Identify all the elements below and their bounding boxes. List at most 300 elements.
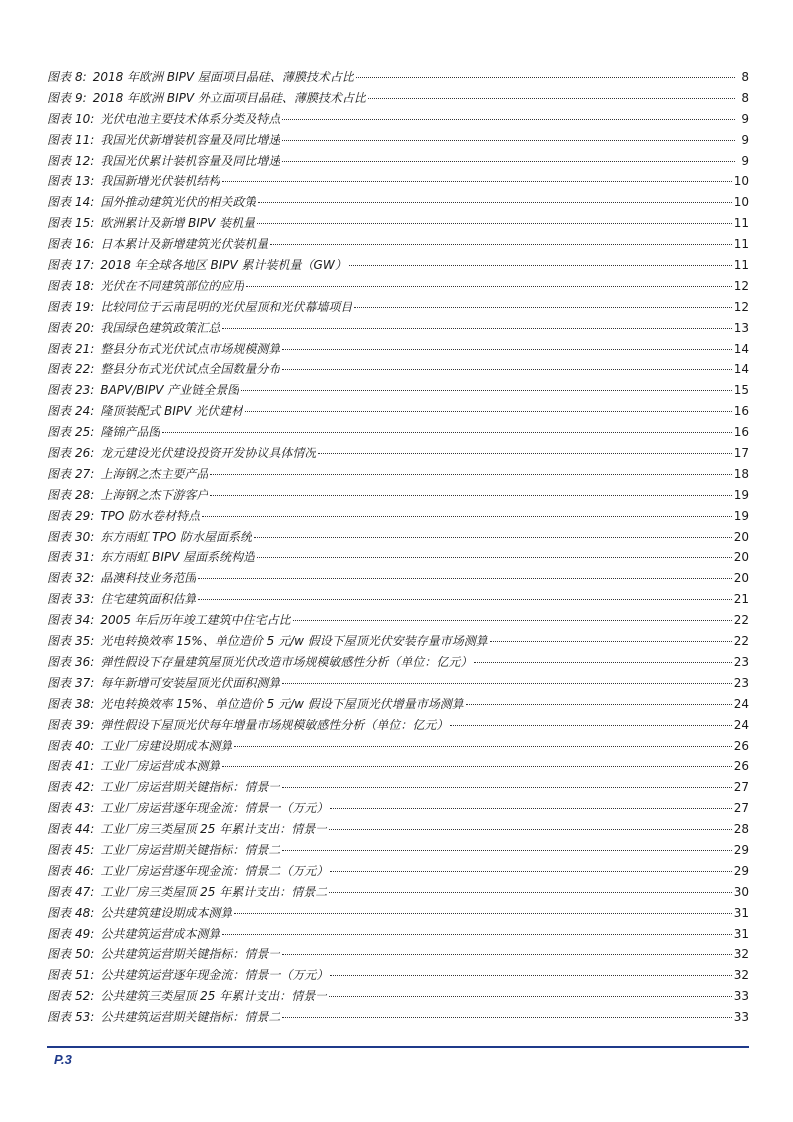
- toc-entry-label: 图表: [47, 111, 72, 126]
- toc-entry-label: 图表: [47, 1010, 72, 1025]
- toc-entry[interactable]: [47, 611, 749, 632]
- toc-entry-number: 45:: [75, 842, 95, 857]
- toc-entry-label: 图表: [47, 446, 72, 461]
- toc-entry-page: 19: [733, 508, 749, 523]
- toc-entry-label: 图表: [47, 884, 72, 899]
- toc-leader-dots: [258, 202, 731, 203]
- toc-entry-number: 14:: [75, 195, 95, 210]
- toc-entry[interactable]: [47, 716, 749, 737]
- toc-entry-label: 图表: [47, 801, 72, 816]
- toc-entry-label: 图表: [47, 947, 72, 962]
- toc-entry-number: 33:: [75, 592, 95, 607]
- toc-entry-label: 图表: [47, 216, 72, 231]
- toc-entry-page: 12: [733, 299, 749, 314]
- toc-entry-page: 11: [733, 258, 749, 273]
- toc-entry-text: 光电转换效率 15%、单位造价 5 元/w 假设下屋顶光伏安装存量市场测算: [100, 634, 488, 649]
- toc-leader-dots: [282, 954, 731, 955]
- toc-entry[interactable]: [47, 381, 749, 402]
- toc-entry-text: 2018 年欧洲 BIPV 外立面项目晶硅、薄膜技术占比: [92, 90, 366, 105]
- toc-entry-text: TPO 防水卷材特点: [100, 508, 201, 523]
- toc-entry-page: 24: [733, 696, 749, 711]
- toc-leader-dots: [466, 704, 732, 705]
- toc-entry-number: 19:: [75, 299, 95, 314]
- toc-entry-number: 27:: [75, 466, 95, 481]
- toc-entry-label: 图表: [47, 592, 72, 607]
- toc-entry-title: [47, 360, 280, 377]
- toc-entry-page: 20: [733, 529, 749, 544]
- toc-entry-page: 9: [741, 153, 749, 168]
- toc-leader-dots: [234, 913, 731, 914]
- toc-entry-label: 图表: [47, 863, 72, 878]
- toc-entry-label: 图表: [47, 404, 72, 419]
- toc-entry-number: 53:: [75, 1010, 95, 1025]
- toc-entry-title: [47, 674, 280, 691]
- toc-leader-dots: [282, 140, 735, 141]
- toc-leader-dots: [330, 808, 731, 809]
- toc-entry-number: 37:: [75, 675, 95, 690]
- table-of-figures: [47, 68, 749, 1029]
- toc-entry-number: 21:: [75, 341, 95, 356]
- toc-entry-number: 43:: [75, 801, 95, 816]
- toc-entry-label: 图表: [47, 278, 72, 293]
- toc-entry[interactable]: [47, 820, 749, 841]
- toc-entry[interactable]: [47, 883, 749, 904]
- toc-entry[interactable]: [47, 340, 749, 361]
- toc-entry-number: 18:: [75, 278, 95, 293]
- toc-entry-title: [47, 590, 196, 607]
- toc-leader-dots: [282, 850, 731, 851]
- toc-entry-page: 13: [733, 320, 749, 335]
- toc-entry-text: 2018 年全球各地区 BIPV 累计装机量（GW）: [100, 258, 347, 273]
- toc-entry-title: [47, 214, 255, 231]
- toc-entry-text: 公共建筑运营成本测算: [100, 926, 221, 941]
- toc-leader-dots: [162, 432, 731, 433]
- toc-entry[interactable]: [47, 632, 749, 653]
- toc-entry-text: 工业厂房运营逐年现金流：情景一（万元）: [100, 801, 329, 816]
- toc-leader-dots: [246, 286, 731, 287]
- toc-leader-dots: [349, 265, 732, 266]
- toc-entry-page: 10: [733, 195, 749, 210]
- toc-entry[interactable]: [47, 987, 749, 1008]
- toc-entry-title: [47, 193, 256, 210]
- toc-entry-text: 工业厂房建设期成本测算: [100, 738, 233, 753]
- toc-leader-dots: [368, 98, 735, 99]
- toc-entry[interactable]: [47, 904, 749, 925]
- toc-entry-number: 11:: [75, 132, 95, 147]
- toc-leader-dots: [282, 787, 731, 788]
- toc-entry-page: 14: [733, 341, 749, 356]
- toc-leader-dots: [354, 307, 731, 308]
- toc-entry-title: [47, 277, 244, 294]
- toc-entry-page: 31: [733, 926, 749, 941]
- toc-entry-title: [47, 757, 220, 774]
- toc-entry[interactable]: [47, 110, 749, 131]
- toc-entry-number: 34:: [75, 613, 95, 628]
- toc-entry-title: [47, 966, 328, 983]
- toc-entry-title: [47, 319, 220, 336]
- toc-entry-page: 16: [733, 425, 749, 440]
- toc-entry-page: 28: [733, 822, 749, 837]
- toc-entry-title: [47, 778, 280, 795]
- toc-entry-number: 25:: [75, 425, 95, 440]
- toc-entry-title: [47, 548, 255, 565]
- toc-entry-text: 光伏在不同建筑部位的应用: [100, 278, 245, 293]
- toc-leader-dots: [282, 349, 731, 350]
- toc-entry-title: [47, 799, 328, 816]
- toc-leader-dots: [282, 1017, 731, 1018]
- toc-entry-text: 国外推动建筑光伏的相关政策: [100, 195, 257, 210]
- toc-entry-number: 9:: [75, 90, 87, 105]
- toc-entry-label: 图表: [47, 759, 72, 774]
- toc-entry-title: [47, 340, 280, 357]
- toc-entry-page: 20: [733, 571, 749, 586]
- toc-entry-label: 图表: [47, 299, 72, 314]
- toc-entry-page: 9: [741, 132, 749, 147]
- toc-entry-label: 图表: [47, 968, 72, 983]
- toc-entry-title: [47, 402, 243, 419]
- toc-entry-label: 图表: [47, 70, 72, 84]
- toc-entry[interactable]: [47, 507, 749, 528]
- toc-entry-page: 17: [733, 446, 749, 461]
- toc-entry-title: [47, 904, 232, 921]
- toc-entry-number: 44:: [75, 822, 95, 837]
- toc-entry-text: 工业厂房三类屋顶 25 年累计支出：情景二: [100, 884, 328, 899]
- toc-entry-text: BAPV/BIPV 产业链全景图: [100, 383, 240, 398]
- toc-entry[interactable]: [47, 298, 749, 319]
- toc-entry[interactable]: [47, 402, 749, 423]
- toc-entry-text: 隆顶装配式 BIPV 光伏建材: [100, 404, 244, 419]
- toc-entry-label: 图表: [47, 634, 72, 649]
- toc-entry-number: 30:: [75, 529, 95, 544]
- toc-entry[interactable]: [47, 152, 749, 173]
- toc-entry-label: 图表: [47, 613, 72, 628]
- toc-entry-title: [47, 862, 328, 879]
- toc-entry-text: 公共建筑运营逐年现金流：情景一（万元）: [100, 968, 329, 983]
- toc-entry-label: 图表: [47, 341, 72, 356]
- toc-entry[interactable]: [47, 737, 749, 758]
- toc-entry-page: 19: [733, 487, 749, 502]
- toc-entry-number: 46:: [75, 863, 95, 878]
- toc-entry-label: 图表: [47, 696, 72, 711]
- toc-entry-number: 39:: [75, 717, 95, 732]
- toc-entry[interactable]: [47, 778, 749, 799]
- toc-entry[interactable]: [47, 799, 749, 820]
- toc-entry-title: [47, 820, 327, 837]
- toc-leader-dots: [318, 453, 731, 454]
- toc-entry[interactable]: [47, 277, 749, 298]
- footer-divider: [47, 1046, 749, 1048]
- toc-entry-text: 我国光伏新增装机容量及同比增速: [100, 132, 281, 147]
- toc-entry-label: 图表: [47, 383, 72, 398]
- toc-entry-number: 28:: [75, 487, 95, 502]
- toc-entry-title: [47, 945, 280, 962]
- toc-entry-label: 图表: [47, 780, 72, 795]
- toc-entry-page: 23: [733, 675, 749, 690]
- toc-leader-dots: [282, 369, 731, 370]
- toc-entry[interactable]: [47, 193, 749, 214]
- toc-entry-label: 图表: [47, 905, 72, 920]
- toc-entry-label: 图表: [47, 926, 72, 941]
- toc-entry-title: [47, 883, 327, 900]
- toc-entry[interactable]: [47, 486, 749, 507]
- toc-entry-title: [47, 235, 268, 252]
- toc-entry[interactable]: [47, 695, 749, 716]
- toc-entry-title: [47, 611, 291, 628]
- toc-entry-page: 24: [733, 717, 749, 732]
- toc-entry-text: 公共建筑三类屋顶 25 年累计支出：情景一: [100, 989, 328, 1004]
- toc-entry[interactable]: [47, 590, 749, 611]
- toc-entry[interactable]: [47, 465, 749, 486]
- toc-entry[interactable]: [47, 862, 749, 883]
- toc-entry-text: 公共建筑运营期关键指标：情景二: [100, 1010, 281, 1025]
- toc-entry-title: [47, 172, 220, 189]
- toc-entry-title: [47, 423, 160, 440]
- toc-entry-label: 图表: [47, 675, 72, 690]
- toc-leader-dots: [330, 871, 731, 872]
- toc-entry-title: [47, 737, 232, 754]
- toc-entry-text: 隆锦产品图: [100, 425, 161, 440]
- toc-entry[interactable]: [47, 214, 749, 235]
- toc-entry-page: 8: [741, 70, 749, 84]
- toc-leader-dots: [241, 390, 731, 391]
- toc-entry[interactable]: [47, 68, 749, 89]
- toc-entry-text: 比较同位于云南昆明的光伏屋顶和光伏幕墙项目: [100, 299, 353, 314]
- toc-entry-number: 47:: [75, 884, 95, 899]
- toc-entry-label: 图表: [47, 822, 72, 837]
- toc-entry[interactable]: [47, 444, 749, 465]
- toc-entry-number: 12:: [75, 153, 95, 168]
- toc-leader-dots: [202, 516, 732, 517]
- toc-entry[interactable]: [47, 569, 749, 590]
- toc-leader-dots: [222, 934, 731, 935]
- toc-entry-number: 52:: [75, 989, 95, 1004]
- toc-entry[interactable]: [47, 653, 749, 674]
- toc-leader-dots: [257, 223, 732, 224]
- toc-entry-text: 我国新增光伏装机结构: [100, 174, 221, 189]
- toc-entry[interactable]: [47, 1008, 749, 1029]
- toc-entry-page: 20: [733, 550, 749, 565]
- toc-entry-label: 图表: [47, 258, 72, 273]
- toc-entry-number: 35:: [75, 634, 95, 649]
- toc-entry-page: 27: [733, 801, 749, 816]
- toc-leader-dots: [270, 244, 731, 245]
- toc-leader-dots: [293, 620, 732, 621]
- toc-leader-dots: [282, 161, 735, 162]
- toc-leader-dots: [356, 77, 735, 78]
- toc-entry-number: 13:: [75, 174, 95, 189]
- toc-entry-label: 图表: [47, 529, 72, 544]
- toc-entry-text: 2005 年后历年竣工建筑中住宅占比: [100, 613, 291, 628]
- toc-entry[interactable]: [47, 319, 749, 340]
- toc-entry-number: 51:: [75, 968, 95, 983]
- toc-entry-text: 弹性假设下存量建筑屋顶光伏改造市场规模敏感性分析（单位：亿元）: [100, 654, 473, 669]
- toc-leader-dots: [222, 328, 731, 329]
- toc-entry[interactable]: [47, 841, 749, 862]
- toc-entry-number: 20:: [75, 320, 95, 335]
- toc-entry-number: 16:: [75, 237, 95, 252]
- toc-entry-number: 48:: [75, 905, 95, 920]
- toc-entry-text: 公共建筑运营期关键指标：情景一: [100, 947, 281, 962]
- toc-entry-text: 每年新增可安装屋顶光伏面积测算: [100, 675, 281, 690]
- toc-entry-page: 10: [733, 174, 749, 189]
- toc-entry-text: 晶澳科技业务范围: [100, 571, 197, 586]
- toc-entry-title: [47, 110, 280, 127]
- toc-entry-label: 图表: [47, 425, 72, 440]
- toc-entry-text: 住宅建筑面积估算: [100, 592, 197, 607]
- toc-leader-dots: [257, 557, 732, 558]
- toc-entry-label: 图表: [47, 362, 72, 377]
- toc-entry-text: 整县分布式光伏试点市场规模测算: [100, 341, 281, 356]
- toc-entry-page: 32: [733, 968, 749, 983]
- toc-entry-title: [47, 89, 366, 106]
- toc-entry-text: 日本累计及新增建筑光伏装机量: [100, 237, 269, 252]
- toc-entry-title: [47, 632, 488, 649]
- toc-entry-page: 30: [733, 884, 749, 899]
- toc-leader-dots: [329, 829, 731, 830]
- toc-entry-number: 31:: [75, 550, 95, 565]
- toc-entry-page: 26: [733, 759, 749, 774]
- toc-entry[interactable]: [47, 256, 749, 277]
- toc-entry-title: [47, 507, 200, 524]
- toc-entry-text: 东方雨虹 BIPV 屋面系统构造: [100, 550, 256, 565]
- toc-entry-text: 工业厂房运营逐年现金流：情景二（万元）: [100, 863, 329, 878]
- toc-entry-label: 图表: [47, 174, 72, 189]
- toc-entry-number: 8:: [75, 70, 87, 84]
- toc-entry-number: 23:: [75, 383, 95, 398]
- toc-entry-label: 图表: [47, 717, 72, 732]
- toc-entry-number: 42:: [75, 780, 95, 795]
- toc-entry-title: [47, 925, 220, 942]
- toc-entry-label: 图表: [47, 320, 72, 335]
- toc-entry-number: 26:: [75, 446, 95, 461]
- toc-entry-label: 图表: [47, 989, 72, 1004]
- toc-entry-number: 41:: [75, 759, 95, 774]
- toc-entry-title: [47, 569, 196, 586]
- toc-leader-dots: [245, 411, 732, 412]
- toc-leader-dots: [282, 683, 731, 684]
- toc-entry-text: 我国光伏累计装机容量及同比增速: [100, 153, 281, 168]
- toc-entry-number: 49:: [75, 926, 95, 941]
- toc-entry[interactable]: [47, 528, 749, 549]
- toc-entry-page: 22: [733, 634, 749, 649]
- toc-entry-page: 22: [733, 613, 749, 628]
- toc-entry[interactable]: [47, 945, 749, 966]
- toc-entry[interactable]: [47, 131, 749, 152]
- toc-entry-page: 16: [733, 404, 749, 419]
- toc-entry-number: 17:: [75, 258, 95, 273]
- toc-entry-title: [47, 1008, 280, 1025]
- toc-entry-page: 29: [733, 863, 749, 878]
- toc-leader-dots: [474, 662, 731, 663]
- toc-entry-label: 图表: [47, 842, 72, 857]
- toc-entry-label: 图表: [47, 550, 72, 565]
- toc-entry[interactable]: [47, 172, 749, 193]
- toc-entry-label: 图表: [47, 738, 72, 753]
- toc-entry-number: 36:: [75, 654, 95, 669]
- toc-entry-page: 23: [733, 654, 749, 669]
- toc-entry-label: 图表: [47, 508, 72, 523]
- toc-entry-label: 图表: [47, 195, 72, 210]
- toc-entry-title: [47, 68, 354, 85]
- toc-entry[interactable]: [47, 925, 749, 946]
- toc-entry-page: 14: [733, 362, 749, 377]
- toc-entry-title: [47, 152, 280, 169]
- toc-leader-dots: [450, 725, 731, 726]
- toc-entry[interactable]: [47, 548, 749, 569]
- toc-entry-title: [47, 298, 352, 315]
- toc-leader-dots: [490, 641, 732, 642]
- toc-entry-text: 工业厂房运营期关键指标：情景一: [100, 780, 281, 795]
- toc-entry-text: 工业厂房运营期关键指标：情景二: [100, 842, 281, 857]
- toc-entry-label: 图表: [47, 654, 72, 669]
- toc-entry-page: 31: [733, 905, 749, 920]
- toc-entry-label: 图表: [47, 466, 72, 481]
- toc-leader-dots: [234, 746, 731, 747]
- toc-entry-text: 上海钢之杰下游客户: [100, 487, 209, 502]
- toc-entry-text: 工业厂房运营成本测算: [100, 759, 221, 774]
- toc-entry[interactable]: [47, 360, 749, 381]
- toc-entry-page: 29: [733, 842, 749, 857]
- toc-entry[interactable]: [47, 89, 749, 110]
- toc-entry-label: 图表: [47, 571, 72, 586]
- toc-entry-title: [47, 841, 280, 858]
- toc-leader-dots: [282, 119, 735, 120]
- toc-entry-page: 33: [733, 989, 749, 1004]
- toc-leader-dots: [329, 996, 731, 997]
- toc-entry-page: 21: [733, 592, 749, 607]
- toc-entry-number: 50:: [75, 947, 95, 962]
- toc-entry-title: [47, 465, 208, 482]
- toc-entry-title: [47, 381, 239, 398]
- toc-entry-page: 8: [741, 90, 749, 105]
- toc-leader-dots: [210, 474, 731, 475]
- toc-entry[interactable]: [47, 235, 749, 256]
- toc-entry-number: 24:: [75, 404, 95, 419]
- toc-entry-number: 15:: [75, 216, 95, 231]
- toc-entry-page: 9: [741, 111, 749, 126]
- toc-entry[interactable]: [47, 757, 749, 778]
- toc-entry-title: [47, 695, 464, 712]
- toc-entry-text: 2018 年欧洲 BIPV 屋面项目晶硅、薄膜技术占比: [92, 70, 354, 84]
- toc-entry-title: [47, 653, 472, 670]
- toc-leader-dots: [222, 766, 731, 767]
- toc-entry-title: [47, 987, 327, 1004]
- toc-entry-title: [47, 444, 316, 461]
- toc-entry-page: 18: [733, 466, 749, 481]
- toc-entry-label: 图表: [47, 90, 72, 105]
- toc-entry-page: 12: [733, 278, 749, 293]
- toc-entry[interactable]: [47, 674, 749, 695]
- toc-entry-page: 33: [733, 1010, 749, 1025]
- toc-entry-title: [47, 716, 448, 733]
- toc-entry[interactable]: [47, 966, 749, 987]
- toc-entry-title: [47, 486, 208, 503]
- toc-entry-page: 27: [733, 780, 749, 795]
- toc-entry[interactable]: [47, 423, 749, 444]
- toc-entry-text: 东方雨虹 TPO 防水屋面系统: [100, 529, 252, 544]
- toc-entry-text: 公共建筑建设期成本测算: [100, 905, 233, 920]
- toc-leader-dots: [330, 975, 731, 976]
- toc-entry-number: 40:: [75, 738, 95, 753]
- toc-entry-text: 龙元建设光伏建设投资开发协议具体情况: [100, 446, 317, 461]
- toc-entry-number: 32:: [75, 571, 95, 586]
- toc-entry-label: 图表: [47, 132, 72, 147]
- toc-entry-text: 工业厂房三类屋顶 25 年累计支出：情景一: [100, 822, 328, 837]
- toc-entry-number: 22:: [75, 362, 95, 377]
- toc-entry-label: 图表: [47, 487, 72, 502]
- toc-entry-number: 29:: [75, 508, 95, 523]
- page-number: P.3: [54, 1052, 72, 1067]
